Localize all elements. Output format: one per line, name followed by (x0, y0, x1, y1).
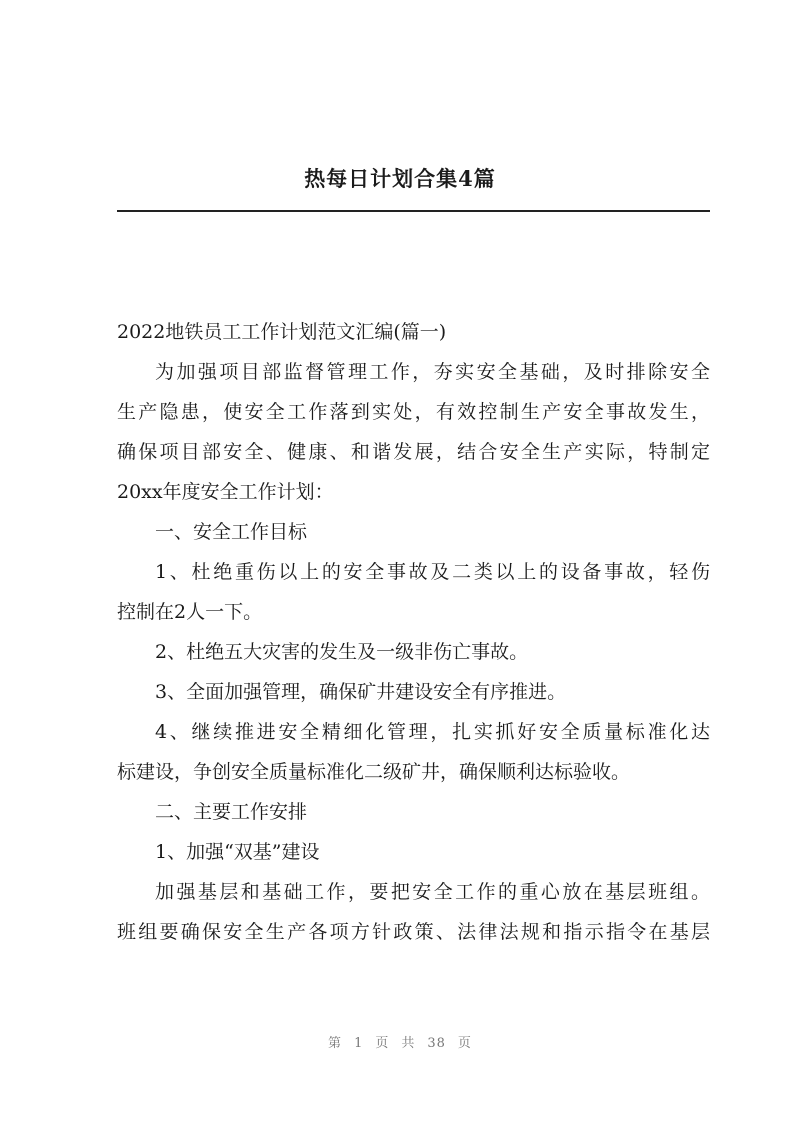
footer-total-unit: 页 (457, 1036, 472, 1051)
list-item: 2、杜绝五大灾害的发生及一级非伤亡事故。 (155, 641, 529, 663)
subsection-heading: 一、安全工作目标 (155, 521, 308, 543)
list-item-continuation: 控制在2人一下。 (117, 601, 263, 623)
footer-total-label: 共 (401, 1036, 416, 1051)
list-item: 3、全面加强管理，确保矿井建设安全有序推进。 (155, 681, 567, 703)
list-item: 4、继续推进安全精细化管理，扎实抓好安全质量标准化达 (155, 721, 710, 743)
paragraph-line: 20xx年度安全工作计划： (117, 481, 334, 503)
footer-page-unit: 页 (375, 1036, 390, 1051)
footer-page-number: 1 (354, 1036, 364, 1051)
list-item-continuation: 标建设，争创安全质量标准化二级矿井，确保顺利达标验收。 (117, 761, 631, 783)
paragraph-line: 加强基层和基础工作，要把安全工作的重心放在基层班组。 (155, 881, 710, 903)
page-footer (0, 1032, 800, 1051)
list-item: 1、加强“双基”建设 (155, 841, 320, 863)
footer-total-pages: 38 (427, 1036, 446, 1051)
document-body (117, 312, 710, 952)
paragraph-line: 为加强项目部监督管理工作，夯实安全基础，及时排除安全 (155, 361, 710, 383)
page-title: 热每日计划合集4篇 (304, 166, 496, 191)
paragraph-line: 班组要确保安全生产各项方针政策、法律法规和指示指令在基层 (117, 921, 710, 943)
title-divider (117, 210, 710, 212)
section-heading: 2022地铁员工工作计划范文汇编(篇一) (117, 321, 447, 343)
list-item: 1、杜绝重伤以上的安全事故及二类以上的设备事故，轻伤 (155, 561, 710, 583)
subsection-heading: 二、主要工作安排 (155, 801, 308, 823)
footer-page-label: 第 (328, 1036, 343, 1051)
paragraph-line: 生产隐患，使安全工作落到实处，有效控制生产安全事故发生， (117, 401, 710, 423)
paragraph-line: 确保项目部安全、健康、和谐发展，结合安全生产实际，特制定 (117, 441, 710, 463)
